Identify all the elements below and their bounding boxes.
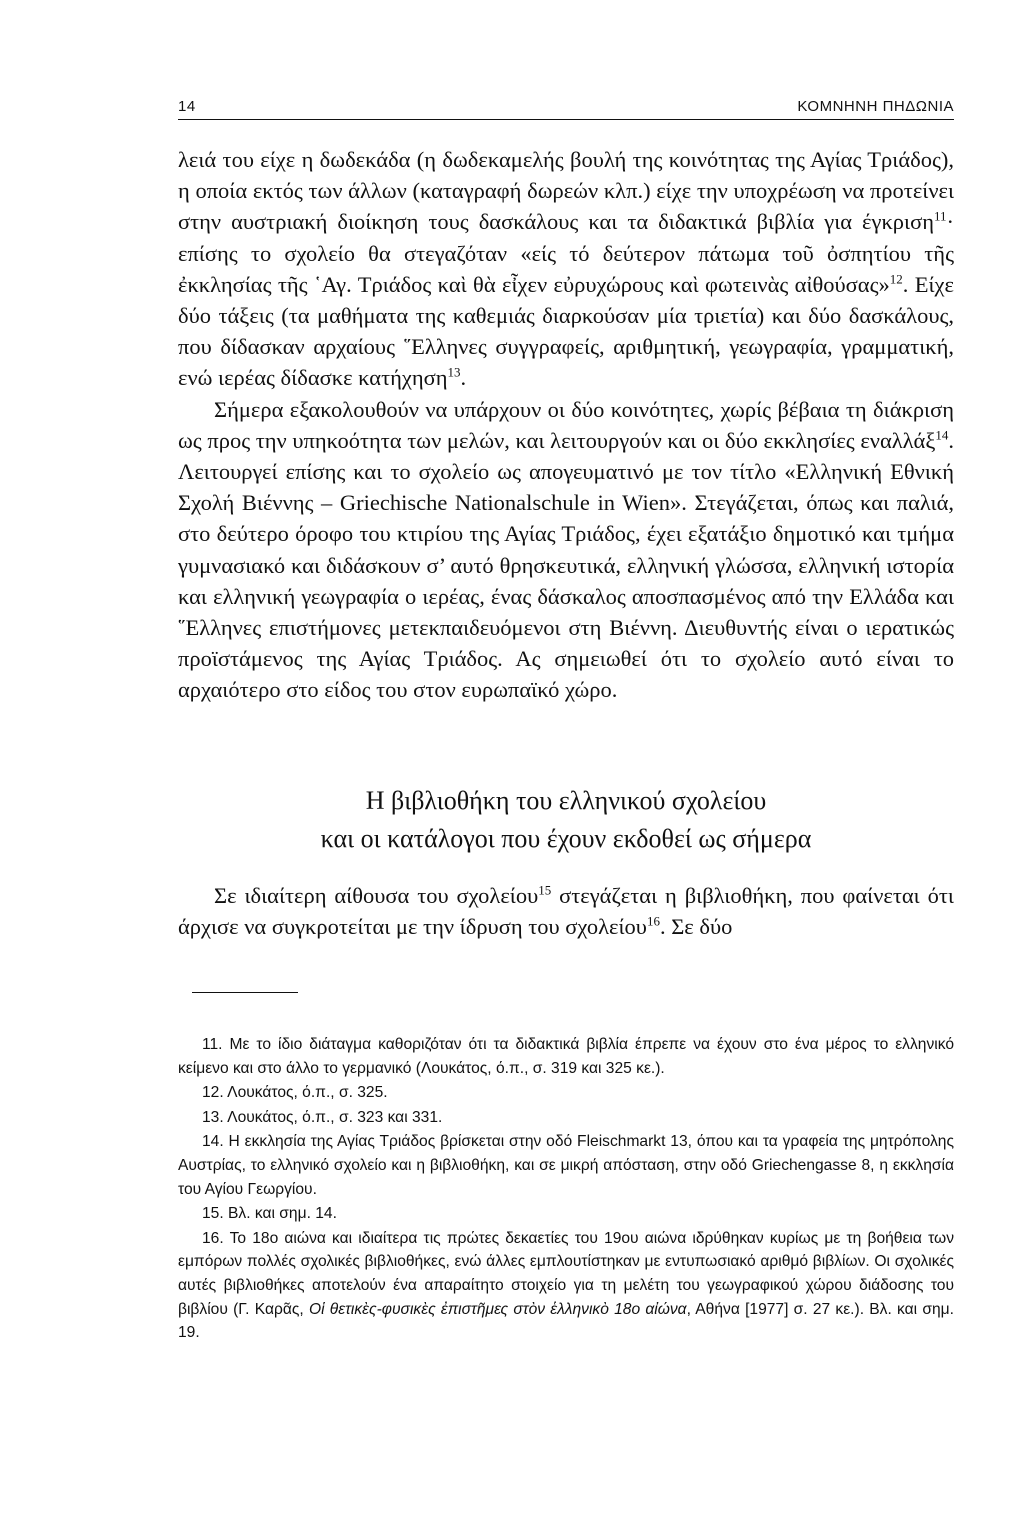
footnote-11: 11. Με το ίδιο διάταγμα καθοριζόταν ότι τα διδακτικά βιβλία έπρεπε να έχουν στο ένα μέρος το ελληνικό κείμενο και στο άλλο το γερμανικό (Λουκάτος, ό.π., σ. 319 και 325 κε.). (178, 1036, 954, 1077)
paragraph-2 (178, 394, 954, 706)
text-run: , Αθήνα [1977] σ. 27 κε.). Βλ. και σημ. 19. (178, 1300, 954, 1342)
section-heading (178, 782, 954, 858)
section-paragraph (178, 880, 954, 942)
running-title: ΚΟΜΝΗΝΗ ΠΗΔΩΝΙΑ (797, 98, 954, 115)
footnote-divider (192, 992, 298, 993)
document-page (178, 98, 954, 1345)
text-run: . (460, 365, 467, 391)
text-run: λειά του είχε η δωδεκάδα (η δωδεκαμελής βουλή της κοινότητας της Αγίας Τριάδος), η οποία εκτός των άλλων (καταγραφή δωρεών κλπ.) είχε την υποχρέωση να προτείνει στην αυστριακή διοίκηση τους δασκάλους και τα διδακτικά βιβλία για έγκριση (178, 147, 954, 235)
running-header (178, 98, 954, 120)
footnote-ref-13[interactable]: 13 (447, 364, 461, 380)
footnote-ref-12[interactable]: 12 (889, 271, 903, 287)
text-run: Σε ιδιαίτερη αίθουσα του σχολείου (214, 882, 539, 908)
footnote-ref-11[interactable]: 11 (933, 208, 947, 224)
page-number: 14 (178, 98, 196, 115)
footnote-ref-14[interactable]: 14 (935, 427, 949, 443)
footnote-14: 14. Η εκκλησία της Αγίας Τριάδος βρίσκεται στην οδό Fleischmarkt 13, όπου και τα γραφεία της μητρόπολης Αυστρίας, το ελληνικό σχολείο και η βιβλιοθήκη, και σε μικρή απόσταση, στην οδό Griechengasse 8, η εκκλησία του Αγίου Γεωργίου. (178, 1133, 954, 1198)
text-run: . Λειτουργεί επίσης και το σχολείο ως απογευματινό με τον τίτλο «Ελληνική Εθνική Σχολή Βιέννης – Griechische Nationalschule in Wien». Στεγάζεται, όπως και παλιά, στο δεύτερο όροφο του κτιρίου της Αγίας Τριάδος, έχει εξατάξιο δημοτικό και τμήμα γυμνασιακό και διδάσκουν σ’ αυτό θρησκευτικά, ελληνική γλώσσα, ελληνική ιστορία και ελληνική γεωγραφία ο ιερέας, ένας δάσκαλος αποσπασμένος από την Ελλάδα και ῞Ελληνες επιστήμονες μετεκπαιδευόμενοι στη Βιέννη. Διευθυντής είναι ο ιερατικώς προϊστάμενος της Αγίας Τριάδος. Ας σημειωθεί ότι το σχολείο αυτό είναι το αρχαιότερο στο είδος του στον ευρωπαϊκό χώρο. (178, 427, 954, 703)
cited-title: Οἱ θετικὲς-φυσικὲς ἐπιστῆμες στὸν ἑλληνικὸ 18ο αἰώνα (308, 1300, 687, 1318)
footnote-15: 15. Βλ. και σημ. 14. (202, 1205, 337, 1223)
footnote-13: 13. Λουκάτος, ό.π., σ. 323 και 331. (202, 1108, 443, 1126)
text-run: στεγάζεται η βιβλιοθήκη, που φαίνεται ότι άρχισε να συγκροτείται με την ίδρυση του σχολείου (178, 882, 954, 939)
text-run: . Είχε δύο τάξεις (τα μαθήματα της καθεμιάς διαρκούσαν μία τριετία) και δύο δασκάλους, που δίδασκαν αρχαίους ῞Ελληνες συγγραφείς, αριθμητική, γεωγραφία, γραμματική, ενώ ιερέας δίδασκε κατήχηση (178, 271, 954, 391)
footnote-16 (178, 1227, 954, 1345)
section-heading-line-1: Η βιβλιοθήκη του ελληνικού σχολείου (365, 785, 767, 815)
section-text (178, 880, 954, 942)
footnote-12: 12. Λουκάτος, ό.π., σ. 325. (202, 1084, 388, 1102)
footnote-ref-15[interactable]: 15 (538, 882, 552, 898)
footnotes (178, 1033, 954, 1345)
footnote-ref-16[interactable]: 16 (646, 913, 660, 929)
text-run: 16. Το 18ο αιώνα και ιδιαίτερα τις πρώτες δεκαετίες του 19ου αιώνα ιδρύθηκαν κυρίως με τη βοήθεια των εμπόρων πολλές σχολικές βιβλιοθήκες, ενώ άλλες εμπλουτίστηκαν με εντυπωσιακό αριθμό βιβλίων. Οι σχολικές αυτές βιβλιοθήκες αποτελούν ένα απαραίτητο στοιχείο για τη μελέτη του γεωγραφικού χώρου διάδοσης του βιβλίου (Γ. Καρᾶς, (178, 1229, 954, 1318)
text-run: · επίσης το σχολείο θα στεγαζόταν «είς τό δεύτερον πάτωμα τοῦ ὀσπητίου τῆς ἐκκλησίας τῆς ῾Αγ. Τριάδος καὶ θὰ εἶχεν εὐρυχώρους καὶ φωτεινὰς αἰθούσας» (178, 209, 954, 297)
section-heading-line-2: και οι κατάλογοι που έχουν εκδοθεί ως σήμερα (320, 823, 812, 853)
paragraph-1 (178, 144, 954, 394)
text-run: Σήμερα εξακολουθούν να υπάρχουν οι δύο κοινότητες, χωρίς βέβαια τη διάκριση ως προς την υπηκοότητα των μελών, και λειτουργούν και οι δύο εκκλησίες εναλλάξ (178, 396, 954, 453)
text-run: . Σε δύο (659, 913, 733, 939)
main-text (178, 144, 954, 706)
